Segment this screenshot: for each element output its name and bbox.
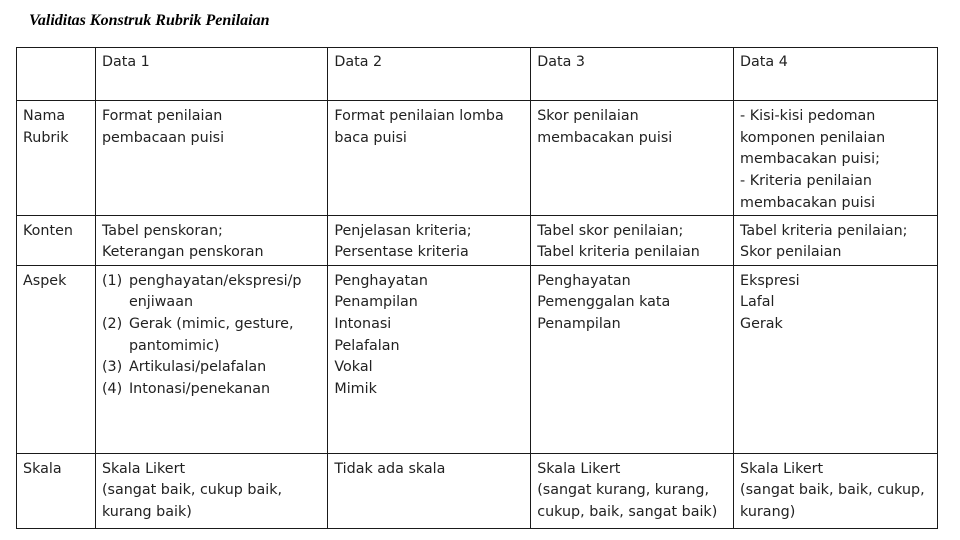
cell-skala-data-3 bbox=[531, 453, 734, 528]
cell-line: Persentase kriteria bbox=[334, 244, 469, 261]
cell-konten-data-2 bbox=[328, 215, 531, 265]
header-cell-empty bbox=[17, 48, 96, 101]
cell-line: pembacaan puisi bbox=[101, 129, 225, 146]
cell-line: - Kriteria penilaian bbox=[740, 173, 872, 190]
row-label-aspek: Aspek bbox=[17, 265, 96, 453]
list-item-number: (2) bbox=[101, 315, 123, 332]
list-item-number: (4) bbox=[101, 381, 123, 398]
cell-nama-data-1 bbox=[95, 101, 327, 216]
cell-skala-data-2 bbox=[328, 453, 531, 528]
cell-line: (sangat baik, baik, cukup, bbox=[740, 482, 925, 499]
cell-line: kurang baik) bbox=[101, 503, 192, 520]
cell-line: Format penilaian bbox=[101, 108, 223, 124]
list-item bbox=[102, 379, 321, 401]
aspect-list bbox=[102, 271, 321, 401]
cell-line: Penjelasan kriteria; bbox=[334, 222, 472, 239]
table-row-nama-rubrik bbox=[17, 101, 938, 216]
cell-line: Pelafalan bbox=[334, 337, 400, 354]
list-item-line: pantomimic) bbox=[128, 337, 220, 354]
table-row-skala bbox=[17, 453, 938, 528]
cell-konten-data-1 bbox=[95, 215, 327, 265]
list-item-number: (3) bbox=[101, 359, 123, 376]
row-label-konten: Konten bbox=[17, 215, 96, 265]
cell-line: baca puisi bbox=[334, 129, 407, 146]
list-item bbox=[102, 271, 321, 314]
cell-line: (sangat baik, cukup baik, bbox=[101, 482, 283, 499]
cell-line: Intonasi bbox=[334, 315, 392, 332]
list-item-line: Gerak (mimic, gesture, bbox=[128, 315, 294, 332]
cell-skala-data-4 bbox=[734, 453, 938, 528]
cell-line: membacakan puisi; bbox=[740, 151, 880, 168]
cell-line: Skor penilaian bbox=[537, 108, 639, 124]
cell-aspek-data-2 bbox=[328, 265, 531, 453]
list-item-line: penghayatan/ekspresi/p bbox=[128, 272, 302, 289]
cell-line: Tabel kriteria penilaian; bbox=[740, 222, 908, 239]
cell-line: - Kisi-kisi pedoman bbox=[740, 108, 876, 124]
cell-line: Pemenggalan kata bbox=[537, 294, 671, 311]
cell-nama-data-3 bbox=[531, 101, 734, 216]
cell-line: membacakan puisi bbox=[537, 129, 673, 146]
cell-line: Vokal bbox=[334, 359, 373, 376]
cell-line: Skala Likert bbox=[537, 460, 621, 477]
table-header-row bbox=[17, 48, 938, 101]
cell-line: Keterangan penskoran bbox=[101, 244, 264, 261]
header-cell-data-1: Data 1 bbox=[95, 48, 327, 101]
header-cell-data-2: Data 2 bbox=[328, 48, 531, 101]
list-item bbox=[102, 314, 321, 357]
table-row-konten bbox=[17, 215, 938, 265]
cell-line: Tabel skor penilaian; bbox=[537, 222, 684, 239]
row-label-line: Rubrik bbox=[23, 129, 69, 146]
cell-line: membacakan puisi bbox=[740, 194, 876, 211]
row-label-line: Nama bbox=[23, 108, 66, 124]
cell-aspek-data-1 bbox=[95, 265, 327, 453]
cell-line: Penampilan bbox=[334, 294, 418, 311]
cell-aspek-data-3 bbox=[531, 265, 734, 453]
list-item-number: (1) bbox=[101, 272, 123, 289]
rubric-validity-table bbox=[16, 47, 938, 529]
table-row-aspek bbox=[17, 265, 938, 453]
cell-line: Tidak ada skala bbox=[334, 460, 446, 477]
cell-line: Skala Likert bbox=[740, 460, 824, 477]
cell-line: Lafal bbox=[740, 294, 775, 311]
cell-line: Format penilaian lomba bbox=[334, 108, 504, 124]
cell-line: Tabel penskoran; bbox=[101, 222, 223, 239]
cell-line: Mimik bbox=[334, 381, 377, 398]
cell-skala-data-1 bbox=[95, 453, 327, 528]
page-title: Validitas Konstruk Rubrik Penilaian bbox=[29, 12, 270, 29]
cell-konten-data-4 bbox=[734, 215, 938, 265]
cell-line: Penghayatan bbox=[537, 272, 631, 289]
list-item-line: Intonasi/penekanan bbox=[128, 381, 271, 398]
cell-nama-data-4 bbox=[734, 101, 938, 216]
header-cell-data-4: Data 4 bbox=[734, 48, 938, 101]
cell-line: Skala Likert bbox=[101, 460, 186, 477]
row-label-skala: Skala bbox=[17, 453, 96, 528]
cell-line: Skor penilaian bbox=[740, 244, 842, 261]
cell-line: Penampilan bbox=[537, 315, 621, 332]
cell-aspek-data-4 bbox=[734, 265, 938, 453]
row-label-nama-rubrik bbox=[17, 101, 96, 216]
cell-line: cukup, baik, sangat baik) bbox=[537, 503, 718, 520]
cell-nama-data-2 bbox=[328, 101, 531, 216]
cell-line: Gerak bbox=[740, 315, 783, 332]
list-item-line: enjiwaan bbox=[128, 294, 194, 311]
cell-line: (sangat kurang, kurang, bbox=[537, 482, 710, 499]
list-item-line: Artikulasi/pelafalan bbox=[128, 359, 267, 376]
list-item bbox=[102, 357, 321, 379]
cell-line: Penghayatan bbox=[334, 272, 428, 289]
header-cell-data-3: Data 3 bbox=[531, 48, 734, 101]
cell-line: Ekspresi bbox=[740, 272, 800, 289]
cell-konten-data-3 bbox=[531, 215, 734, 265]
cell-line: Tabel kriteria penilaian bbox=[537, 244, 700, 261]
cell-line: kurang) bbox=[740, 503, 796, 520]
cell-line: komponen penilaian bbox=[740, 129, 886, 146]
